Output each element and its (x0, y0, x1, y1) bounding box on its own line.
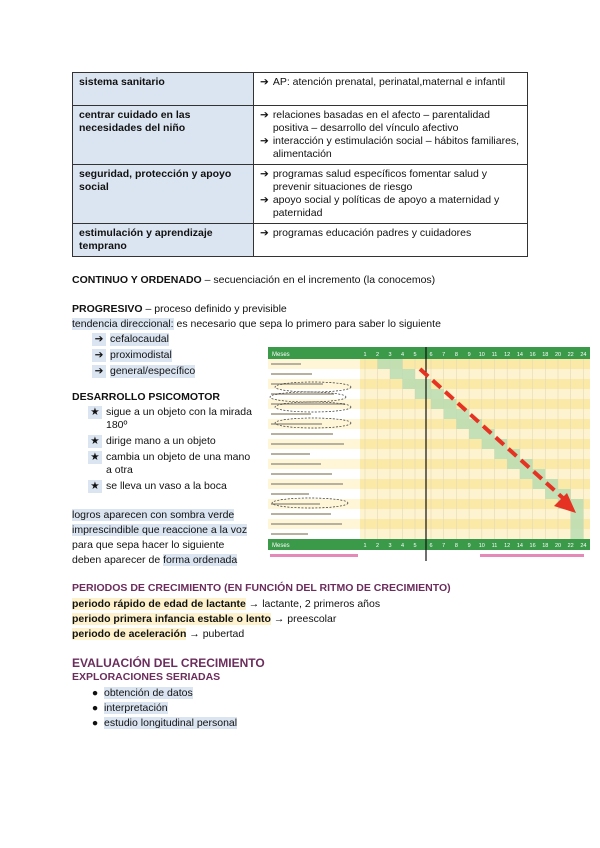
chart-milestone-bar (571, 529, 584, 539)
list-item: periodo de aceleración → pubertad (72, 628, 245, 640)
chart-row-label-text (271, 453, 310, 455)
chart-row-label-text (271, 443, 344, 445)
arrow-icon: ➔ (260, 135, 269, 147)
chart-month-label: 7 (442, 352, 446, 358)
chart-month-label: 8 (454, 352, 458, 358)
chart-row-label-text (271, 473, 332, 475)
table-cell-left: seguridad, protección y apoyo social (73, 165, 254, 224)
progresivo-list (92, 333, 262, 381)
chart-month-label: 3 (388, 543, 392, 549)
psychomotor-chart (268, 347, 590, 561)
chart-header-label: Meses (272, 352, 290, 358)
chart-month-label: 6 (429, 352, 433, 358)
table-cell-left: centrar cuidado en las necesidades del niño (73, 106, 254, 165)
list-item: ★ cambia un objeto de una mano a otra (88, 451, 268, 480)
star-icon: ★ (88, 406, 102, 419)
chart-month-label: 10 (478, 352, 485, 358)
chart-milestone-bar (390, 369, 415, 379)
list-item: ➔ general/específico (92, 365, 262, 381)
chart-month-label: 4 (400, 352, 405, 358)
chart-month-label: 5 (413, 543, 417, 549)
list-item: ➔ cefalocaudal (92, 333, 262, 349)
chart-row-label-text (271, 363, 301, 365)
chart-month-label: 18 (542, 543, 549, 549)
progresivo-heading: PROGRESIVO (72, 303, 143, 315)
desarrollo-title: DESARROLLO PSICOMOTOR (72, 391, 220, 403)
bullet-icon: ● (91, 702, 99, 714)
list-item: ● interpretación (86, 701, 237, 716)
table-row (73, 73, 528, 106)
chart-month-label: 12 (504, 543, 511, 549)
arrow-icon: ➔ (260, 109, 269, 121)
list-item: AP: atención prenatal, perinatal,maternal e infantil (272, 76, 506, 88)
chart-footnote-left (270, 554, 358, 557)
chart-month-label: 16 (529, 543, 536, 549)
chart-month-label: 11 (491, 543, 498, 549)
chart-milestone-bar (571, 519, 584, 529)
list-item: interacción y estimulación social – hábitos familiares, alimentación (272, 135, 520, 160)
star-icon: ★ (88, 435, 102, 448)
arrow-icon: ➔ (92, 349, 106, 362)
chart-month-label: 24 (580, 543, 587, 549)
chart-month-label: 2 (375, 352, 380, 358)
chart-month-label: 18 (542, 352, 549, 358)
continuo-line (72, 274, 435, 287)
progresivo-text: – proceso definido y previsible (142, 303, 287, 315)
chart-footnote-right (480, 554, 584, 557)
arrow-icon: ➔ (92, 365, 106, 378)
chart-month-label: 9 (467, 543, 471, 549)
evaluacion-title: EVALUACIÓN DEL CRECIMIENTO (72, 656, 265, 670)
arrow-icon: ➔ (260, 227, 269, 239)
table-row (73, 106, 528, 165)
periodos-title: PERIODOS DE CRECIMIENTO (EN FUNCIÓN DEL RITMO DE CRECIMIENTO) (72, 582, 451, 594)
chart-month-label: 8 (454, 543, 458, 549)
chart-row-label-text (271, 413, 311, 415)
chart-row-label-text (271, 463, 321, 465)
list-item: ● estudio longitudinal personal (86, 716, 237, 731)
chart-month-label: 20 (554, 352, 562, 358)
chart-month-label: 1 (363, 543, 367, 549)
evaluacion-list (86, 686, 237, 731)
desarrollo-list (88, 406, 268, 496)
arrow-icon: ➔ (92, 333, 106, 346)
chart-month-label: 14 (516, 543, 523, 549)
table-row (73, 165, 528, 224)
chart-milestone-bar (378, 359, 403, 369)
evaluacion-subtitle: EXPLORACIONES SERIADAS (72, 671, 221, 683)
chart-month-label: 1 (363, 352, 367, 358)
continuo-heading: CONTINUO Y ORDENADO (72, 274, 202, 286)
chart-row-label-text (271, 513, 331, 515)
list-item: apoyo social y políticas de apoyo a maternidad y paternidad (272, 194, 500, 219)
continuo-text: – secuenciación en el incremento (la conocemos) (201, 274, 436, 286)
table-cell-right (254, 224, 528, 257)
chart-month-label: 22 (567, 543, 574, 549)
star-icon: ★ (88, 451, 102, 464)
chart-month-label: 22 (567, 352, 574, 358)
list-item: ● obtención de datos (86, 686, 237, 701)
list-item: ★ se lleva un vaso a la boca (88, 480, 268, 496)
chart-month-label: 5 (413, 352, 417, 358)
star-icon: ★ (88, 480, 102, 493)
list-item: ★ sigue a un objeto con la mirada 180º (88, 406, 268, 435)
table-cell-left: sistema sanitario (73, 73, 254, 106)
list-item: programas educación padres y cuidadores (272, 227, 472, 239)
chart-row-label-text (271, 383, 323, 385)
bullet-icon: ● (91, 717, 99, 729)
arrow-icon: ➔ (260, 194, 269, 206)
tendencia-text: es necesario que sepa lo primero para saber lo siguiente (173, 318, 441, 330)
table-row (73, 224, 528, 257)
chart-row-label-text (271, 533, 308, 535)
chart-row-label-text (271, 483, 343, 485)
chart-row-label-text (271, 523, 342, 525)
chart-month-label: 6 (429, 543, 433, 549)
chart-month-label: 9 (467, 352, 471, 358)
chart-milestone-bar (403, 379, 432, 389)
list-item: periodo rápido de edad de lactante → lactante, 2 primeros años (72, 598, 381, 610)
chart-row-label-text (271, 503, 320, 505)
chart-footer-label: Meses (272, 543, 290, 549)
table-cell-right (254, 165, 528, 224)
chart-row-label-text (271, 433, 333, 435)
chart-month-label: 12 (504, 352, 511, 358)
list-item: relaciones basadas en el afecto – parentalidad positiva – desarrollo del vínculo afectivo (272, 109, 490, 134)
table-cell-left: estimulación y aprendizaje temprano (73, 224, 254, 257)
list-item: ★ dirige mano a un objeto (88, 435, 268, 451)
list-item: ➔ proximodistal (92, 349, 262, 365)
chart-row-label-text (271, 423, 322, 425)
chart-month-label: 20 (554, 543, 562, 549)
tendencia-highlight: tendencia direccional: (72, 318, 174, 330)
chart-month-label: 24 (580, 352, 587, 358)
tendencia-line (72, 318, 441, 331)
chart-row-label-text (271, 493, 309, 495)
chart-month-label: 10 (478, 543, 485, 549)
chart-month-label: 4 (400, 543, 405, 549)
chart-month-label: 2 (375, 543, 380, 549)
list-item: periodo primera infancia estable o lento → preescolar (72, 613, 337, 625)
care-table (72, 72, 528, 257)
progresivo-line (72, 303, 287, 316)
periodos-list (72, 597, 380, 642)
arrow-icon: ➔ (260, 168, 269, 180)
arrow-icon: ➔ (260, 76, 269, 88)
chart-month-label: 14 (516, 352, 523, 358)
chart-month-label: 11 (491, 352, 498, 358)
table-cell-right (254, 106, 528, 165)
chart-milestone-bar (415, 389, 444, 399)
bullet-icon: ● (91, 687, 99, 699)
table-cell-right (254, 73, 528, 106)
chart-month-label: 7 (442, 543, 446, 549)
chart-month-label: 16 (529, 352, 536, 358)
logros-note: logros aparecen con sombra verde imprescindible que reaccione a la voz para que sepa hacer lo siguiente deben aparecer de forma ordenada (72, 509, 248, 566)
chart-month-label: 3 (388, 352, 392, 358)
chart-milestone-bar (431, 399, 456, 409)
chart-row-label-text (271, 373, 312, 375)
list-item: programas salud específicos fomentar salud y prevenir situaciones de riesgo (272, 168, 488, 193)
